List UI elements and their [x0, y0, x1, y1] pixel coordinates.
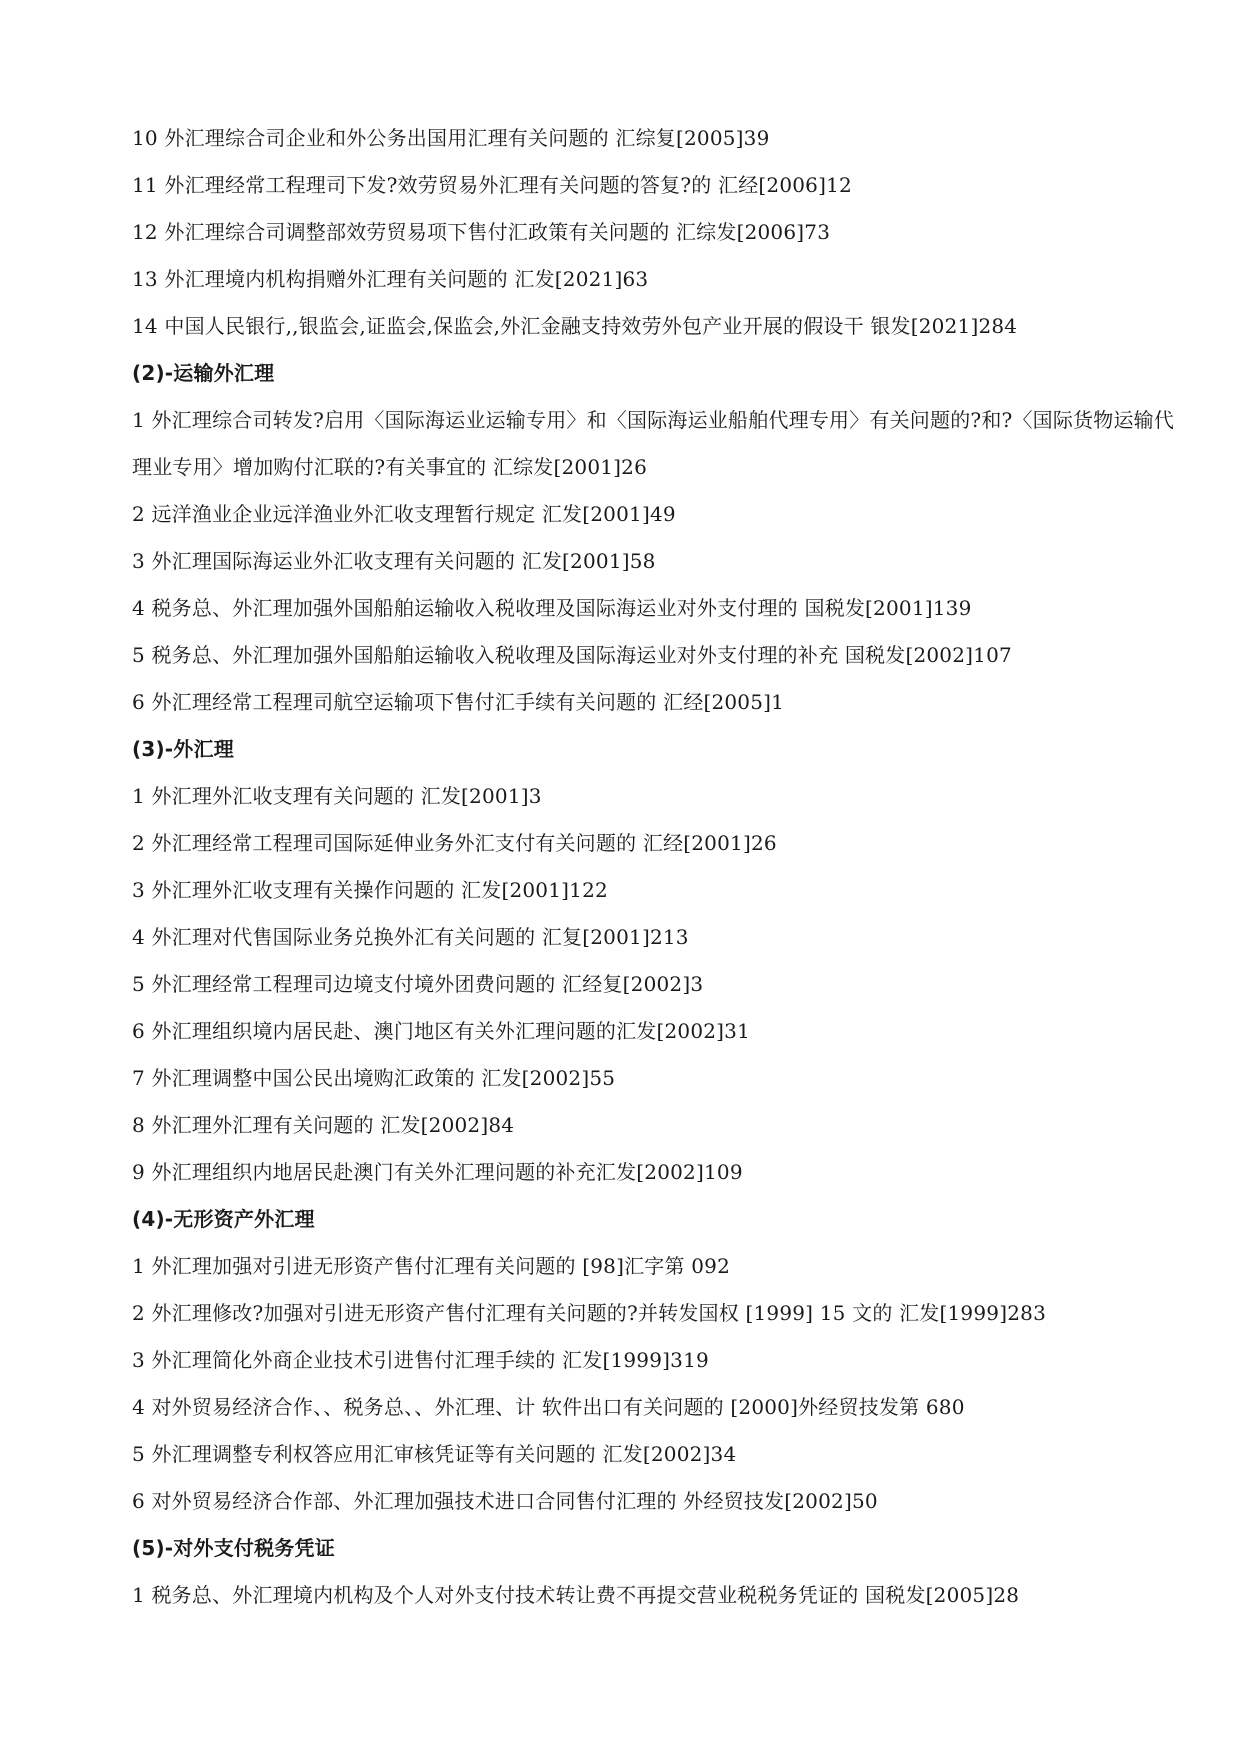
list-item: 7 外汇理调整中国公民出境购汇政策的 汇发[2002]55: [132, 1066, 616, 1090]
list-item: 6 外汇理组织境内居民赴、澳门地区有关外汇理问题的汇发[2002]31: [132, 1019, 751, 1043]
list-item: 2 远洋渔业企业远洋渔业外汇收支理暂行规定 汇发[2001]49: [132, 502, 676, 526]
list-item: 3 外汇理外汇收支理有关操作问题的 汇发[2001]122: [132, 878, 608, 902]
list-item: 6 外汇理经常工程理司航空运输项下售付汇手续有关问题的 汇经[2005]1: [132, 690, 785, 714]
list-item: 12 外汇理综合司调整部效劳贸易项下售付汇政策有关问题的 汇综发[2006]73: [132, 220, 831, 244]
list-item: 1 税务总、外汇理境内机构及个人对外支付技术转让费不再提交营业税税务凭证的 国税发[2005]28: [132, 1583, 1020, 1607]
list-item: 2 外汇理经常工程理司国际延伸业务外汇支付有关问题的 汇经[2001]26: [132, 831, 777, 855]
list-item: 4 对外贸易经济合作、、税务总、、外汇理、计 软件出口有关问题的 [2000]外经贸技发第 680: [132, 1395, 965, 1419]
list-item: 13 外汇理境内机构捐赠外汇理有关问题的 汇发[2021]63: [132, 267, 649, 291]
list-item: 14 中国人民银行,,银监会,证监会,保监会,外汇金融支持效劳外包产业开展的假设干 银发[2021]284: [132, 314, 1018, 338]
list-item: 1 外汇理外汇收支理有关问题的 汇发[2001]3: [132, 784, 542, 808]
list-item: 8 外汇理外汇理有关问题的 汇发[2002]84: [132, 1113, 515, 1137]
section-heading: (2)-运输外汇理: [132, 361, 275, 385]
list-item: 9 外汇理组织内地居民赴澳门有关外汇理问题的补充汇发[2002]109: [132, 1160, 743, 1184]
list-item: 1 外汇理加强对引进无形资产售付汇理有关问题的 [98]汇字第 092: [132, 1254, 731, 1278]
list-item: 3 外汇理简化外商企业技术引进售付汇理手续的 汇发[1999]319: [132, 1348, 709, 1372]
list-item: 3 外汇理国际海运业外汇收支理有关问题的 汇发[2001]58: [132, 549, 656, 573]
list-item: 5 外汇理经常工程理司边境支付境外团费问题的 汇经复[2002]3: [132, 972, 704, 996]
list-item: 2 外汇理修改?加强对引进无形资产售付汇理有关问题的?并转发国权 [1999] 15 文的 汇发[1999]283: [132, 1301, 1046, 1325]
list-item: 4 税务总、外汇理加强外国船舶运输收入税收理及国际海运业对外支付理的 国税发[2001]139: [132, 596, 972, 620]
list-item: 10 外汇理综合司企业和外公务出国用汇理有关问题的 汇综复[2005]39: [132, 126, 770, 150]
list-item: 4 外汇理对代售国际业务兑换外汇有关问题的 汇复[2001]213: [132, 925, 689, 949]
list-item: 5 外汇理调整专利权答应用汇审核凭证等有关问题的 汇发[2002]34: [132, 1442, 737, 1466]
section-heading: (5)-对外支付税务凭证: [132, 1536, 335, 1560]
document-body: [132, 115, 1182, 1619]
section-heading: (3)-外汇理: [132, 737, 234, 761]
section-heading: (4)-无形资产外汇理: [132, 1207, 315, 1231]
list-item: 11 外汇理经常工程理司下发?效劳贸易外汇理有关问题的答复?的 汇经[2006]12: [132, 173, 852, 197]
list-item: 1 外汇理综合司转发?启用〈国际海运业运输专用〉和〈国际海运业船舶代理专用〉有关问题的?和?〈国际货物运输代理业专用〉增加购付汇联的?有关事宜的 汇综发[2001]26: [132, 408, 1175, 479]
list-item: 5 税务总、外汇理加强外国船舶运输收入税收理及国际海运业对外支付理的补充 国税发[2002]107: [132, 643, 1012, 667]
list-item: 6 对外贸易经济合作部、外汇理加强技术进口合同售付汇理的 外经贸技发[2002]50: [132, 1489, 878, 1513]
